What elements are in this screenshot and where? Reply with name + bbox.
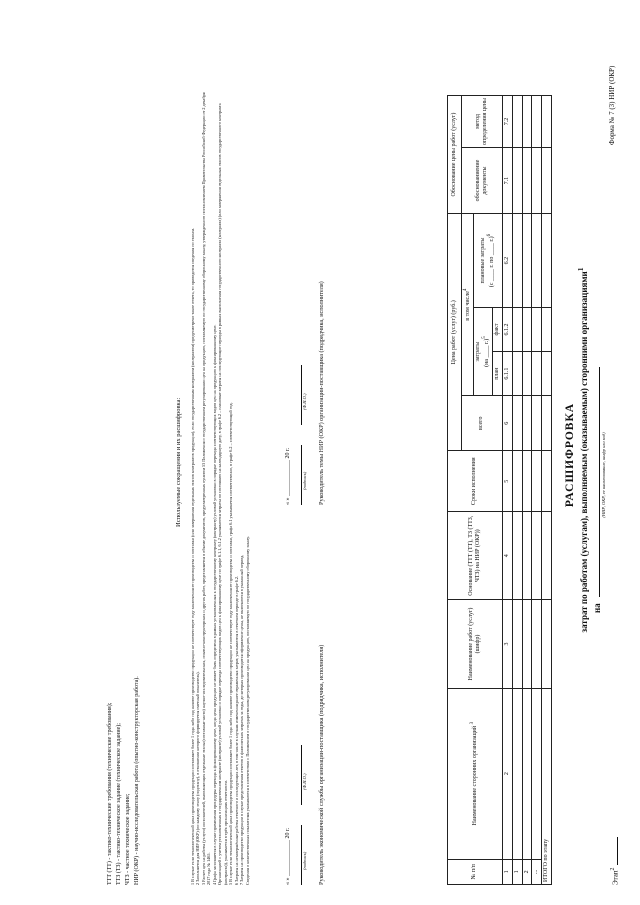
table-row: [512, 96, 522, 885]
total-label: ИТОГО по этапу: [542, 688, 552, 884]
col-num-2: 2: [502, 688, 512, 859]
footnote: Организацией с учетом установленных в государственном контракте (контракте) условий установки и порядке перехода соответствующих видов цен к фиксированному цене по графе 6.1.1, 6.1.2 указываются затраты по состоянию на календарную дату, в графе 6.2 – плановые затраты на последующие периоды в рамках выполнения государственного контракта (контракта) (или завершения отдельных этапов государственного контракта (контракта)), указывается в трёх организациях отчетности.: [217, 103, 228, 885]
column-numbers-row: [502, 96, 512, 885]
col-header-planned-mark: 6: [486, 233, 492, 237]
sig-right-name-hint: (Ф.И.О.): [302, 393, 307, 410]
stage-fill-line: [617, 837, 618, 865]
form-number-label: Форма № 7 (3) НИР (ОКР): [608, 65, 616, 145]
col-num-7-1: 7.1: [502, 147, 512, 213]
footnote: 5 В случае если технологический цикл производства продукции составляет более 1 года либо под начатое производство продукции не соответствует году заключения ее производства и поставки, графа 6.1 указывается соответственно, в графе 6.2 – соответствующий год.: [228, 402, 234, 885]
col-header-planned-years: (с ____ г. по ____ г.): [488, 236, 495, 288]
col-num-1: 1: [502, 859, 512, 884]
col-header-method: метод определения цены: [462, 96, 503, 148]
document-title: РАСШИФРОВКА: [564, 402, 576, 508]
col-header-total: всего: [462, 396, 503, 451]
abbreviation-item: ТТТ (ТТ) - тактико-технические требования (технические требования);: [107, 702, 113, 885]
sig-left-date: « » ____________ 20 г.: [285, 827, 291, 885]
col-header-justification: Обоснование цены работ (услуг): [448, 96, 462, 214]
footnote: 4 Графа заполняется в случае применения процедуры перехода к фиксированному цене, когда цена продукции не может быть определена в рамках установленных к государственному контракту (контракту) условий установки в порядке перехода соответствующих видов цен на продукцию к фиксированному цене.: [211, 324, 217, 885]
sig-right-date: « » ____________ 20 г.: [285, 447, 291, 505]
col-header-fact: факт: [492, 307, 502, 351]
cost-breakdown-table: [447, 95, 552, 885]
col-num-7-2: 7.2: [502, 96, 512, 148]
footnote: 3 Расчет цен на работы (услуги) исполнителей, выполняющих отдельные этапы (составные части) научно-исследовательских, опытно-конструкторских и других работ, представляется в объеме документов, предусмотренных пунктом 53 Положения о государственном регулировании цен на продукцию, поставляемую по государственному оборонному заказу, утвержденного постановлением Правительства Российской Федерации от 2 декабря 2017 года № 1465.: [200, 92, 212, 885]
abbreviations-title: Используемые сокращения и их расшифровка:: [175, 397, 182, 527]
sig-left-name-hint: (Ф.И.О.): [302, 773, 307, 790]
col-num-6: 6: [502, 396, 512, 451]
footnote: 1 В случае если технологический цикл производства продукции составляет более 1 года либо под начатое производство продукции не соответствует году заключения ее производства и поставки (или завершения отдельных этапов контрактов продукции), если государственным контрактом (контрактом) предусмотрено такое отчета, то приводится сведения по этапам.: [190, 228, 195, 885]
footnote: Сведения о количественных показателях указываются в соответствии с Положением о государственном регулировании цен на продукцию, поставляемую по государственному оборонному заказу.: [244, 536, 250, 885]
col-header-term: Сроки исполнения: [448, 451, 503, 512]
col-header-plan: план: [492, 352, 502, 396]
col-header-planned: [474, 214, 503, 308]
footnote: 7 Затраты на производство продукции в случае представления отчетов о фактических затратах за годы, до которых производится оформление цены, не включаются в указанный период.: [239, 554, 245, 885]
abbreviation-item: НИР (ОКР) - научно-исследовательская работа (опытно-конструкторская работа).: [134, 676, 140, 885]
table-row: [522, 96, 532, 885]
row-number: ...: [532, 859, 542, 884]
stage-text: Этап: [611, 870, 620, 885]
document-subtitle: [576, 230, 589, 670]
stage-footnote-mark: 2: [610, 867, 616, 871]
col-header-costs-mark: 5: [481, 336, 487, 339]
on-label: на: [592, 603, 602, 613]
total-row: [542, 96, 552, 885]
sig-right-sign-hint: (подпись): [302, 471, 307, 490]
col-num-6-2: 6.2: [502, 214, 512, 308]
col-header-org-text: Наименование сторонних организаций: [472, 725, 479, 826]
col-header-org-mark: 3: [470, 721, 476, 725]
work-name-hint: (НИР, ОКР, ее наименование, шифр или код): [601, 432, 606, 518]
col-header-basis: Основание (ТТТ (ТТ), ТЗ (ТТЗ, ЧТЗ) на НИР (ОКР)): [448, 512, 503, 600]
footnote: 2 Заполняется для НИР (ОКР) (по каждому этапу (подэтапу), в отношении которого формируется сметный показатель).: [195, 671, 201, 885]
col-header-including: [462, 214, 474, 396]
col-num-4: 4: [502, 512, 512, 600]
abbreviations-list: [106, 676, 142, 885]
col-header-including-mark: 4: [463, 288, 469, 292]
col-num-3: 3: [502, 600, 512, 688]
col-header-org: [448, 688, 503, 859]
subtitle-text: затрат по работам (услугам), выполняемым (оказываемым) сторонними организациями: [579, 271, 589, 633]
col-header-costs-text: затраты: [475, 341, 481, 362]
abbreviation-item: ЧТЗ - частное техническое задание;: [125, 793, 131, 885]
col-header-docs: обоснованиение документы: [462, 147, 503, 213]
col-header-including-text: в том числе: [465, 291, 472, 321]
table-row: [532, 96, 542, 885]
col-num-5: 5: [502, 451, 512, 512]
abbreviation-item: ТТЗ (ТЗ) - тактико-техническое задание (техническое задание);: [116, 723, 122, 885]
footnotes: [190, 85, 250, 885]
stage-label: [610, 868, 619, 885]
col-header-costs: [474, 307, 493, 395]
col-header-costs-year: (на ____ г.): [483, 338, 490, 367]
col-header-price: Цена работ (услуг) (руб.): [448, 214, 462, 451]
col-header-work: Наименование работ (услуг) (шифр): [448, 600, 503, 688]
footnote: 6 Затраты на незавершённые работы отчетного и последующих лет, в том числе в случаях изменения ранее отраженных затрат, указываются в отчетном периоде в графе 6.2.: [233, 575, 239, 885]
col-header-num: № п/п: [448, 859, 503, 884]
sig-left-sign-hint: (подпись): [302, 851, 307, 870]
work-name-fill-line: [599, 367, 600, 597]
sig-right-title: Руководитель темы НИР (ОКР) организации-поставщика (подрядчика, исполнителя): [318, 281, 325, 505]
sig-left-title: Руководитель экономической службы организации-поставщика (подрядчика, исполнителя): [318, 644, 325, 885]
subtitle-footnote-mark: 1: [576, 267, 585, 272]
row-number: 1: [512, 859, 522, 884]
row-number: 2: [522, 859, 532, 884]
col-header-planned-text: плановые затраты: [480, 237, 486, 284]
col-num-6-1-2: 6.1.2: [502, 307, 512, 351]
col-num-6-1-1: 6.1.1: [502, 352, 512, 396]
